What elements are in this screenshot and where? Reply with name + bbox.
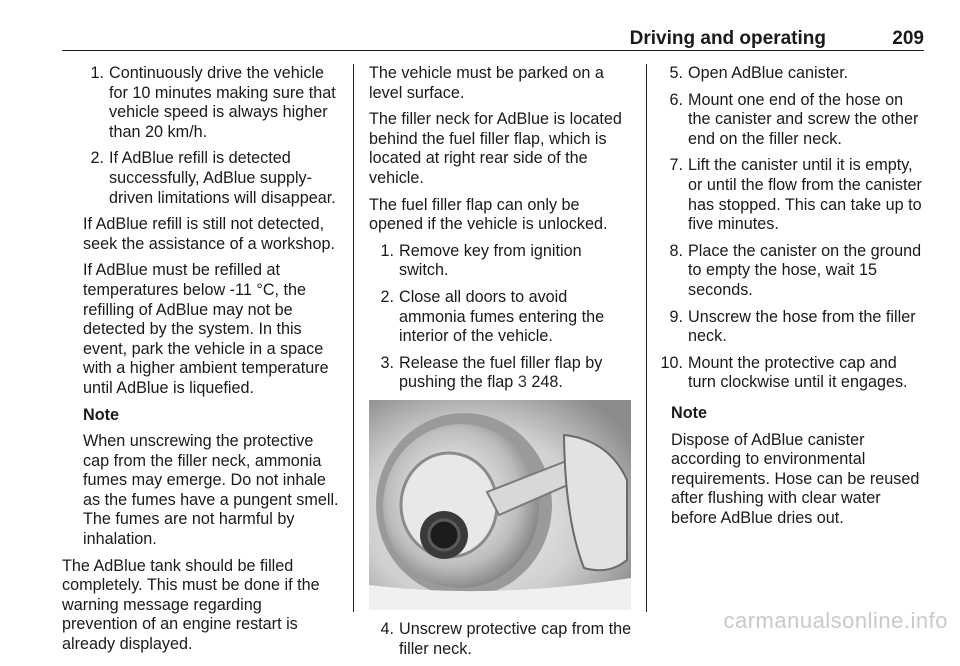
page-reference-arrow-icon: 3: [517, 373, 527, 392]
column-1: [62, 64, 340, 662]
note-text: Dispose of AdBlue canister according to environmental requirements. Hose can be reused after flushing with clear water before AdBlue dries out.: [671, 430, 920, 527]
page-header: [62, 26, 924, 51]
list-item: 7. Lift the canister until it is empty, or until the flow from the canister has stopped. This can take up to five minutes.: [669, 156, 922, 234]
list-item: 10. Mount the protective cap and turn clockwise until it engages.: [660, 353, 908, 392]
list-item: 3. Release the fuel filler flap by pushing the flap 3 248.: [380, 353, 603, 392]
page-number: 209: [892, 28, 924, 49]
list-item: 4. Unscrew protective cap from the filler neck.: [380, 619, 632, 658]
list-item: 1. Continuously drive the vehicle for 10 minutes making sure that vehicle speed is always higher than 20 km/h.: [90, 64, 336, 141]
list-item: 2. Close all doors to avoid ammonia fumes entering the interior of the vehicle.: [380, 287, 605, 346]
list-item: 2. If AdBlue refill is detected successfully, AdBlue supply-driven limitations will disappear.: [90, 149, 336, 207]
list-item: 5. Open AdBlue canister.: [669, 64, 849, 82]
column-divider-2: [646, 64, 647, 612]
note-block: [655, 400, 927, 529]
note-title: Note: [671, 403, 707, 422]
note-text: When unscrewing the protective cap from the filler neck, ammonia fumes may emerge. Do not inhale as the fumes have a pungent smell. The fumes are not harmful by inhalation.: [83, 432, 339, 549]
list-item: 9. Unscrew the hose from the filler neck.: [669, 307, 916, 346]
column-divider-1: [353, 64, 354, 612]
page-reference-link[interactable]: 248.: [531, 373, 563, 392]
column-3: [655, 64, 927, 535]
note-title: Note: [83, 405, 119, 424]
paragraph: The vehicle must be parked on a level surface.: [369, 64, 604, 102]
section-title: Driving and operating: [629, 28, 826, 49]
paragraph: The AdBlue tank should be filled completely. This must be done if the warning message regarding prevention of an engine restart is already displayed.: [62, 556, 320, 654]
paragraph: The fuel filler flap can only be opened if the vehicle is unlocked.: [369, 195, 608, 234]
note-block: [62, 406, 340, 550]
column-2: [369, 64, 635, 666]
list-item: 6. Mount one end of the hose on the canister and screw the other end on the filler neck.: [669, 90, 919, 148]
paragraph: If AdBlue refill is still not detected, seek the assistance of a workshop.: [83, 215, 335, 253]
fuel-filler-photo: [369, 400, 631, 610]
paragraph: The filler neck for AdBlue is located behind the fuel filler flap, which is located at right rear side of the vehicle.: [369, 110, 622, 187]
list-item: 1. Remove key from ignition switch.: [380, 241, 582, 280]
watermark: carmanualsonline.info: [723, 608, 948, 633]
paragraph: If AdBlue must be refilled at temperatures below -11 °C, the refilling of AdBlue may not be detected by the system. In this event, park the vehicle in a space with a higher ambient temperature until AdBlue is liquefied.: [83, 261, 329, 397]
list-item: 8. Place the canister on the ground to empty the hose, wait 15 seconds.: [669, 241, 922, 299]
